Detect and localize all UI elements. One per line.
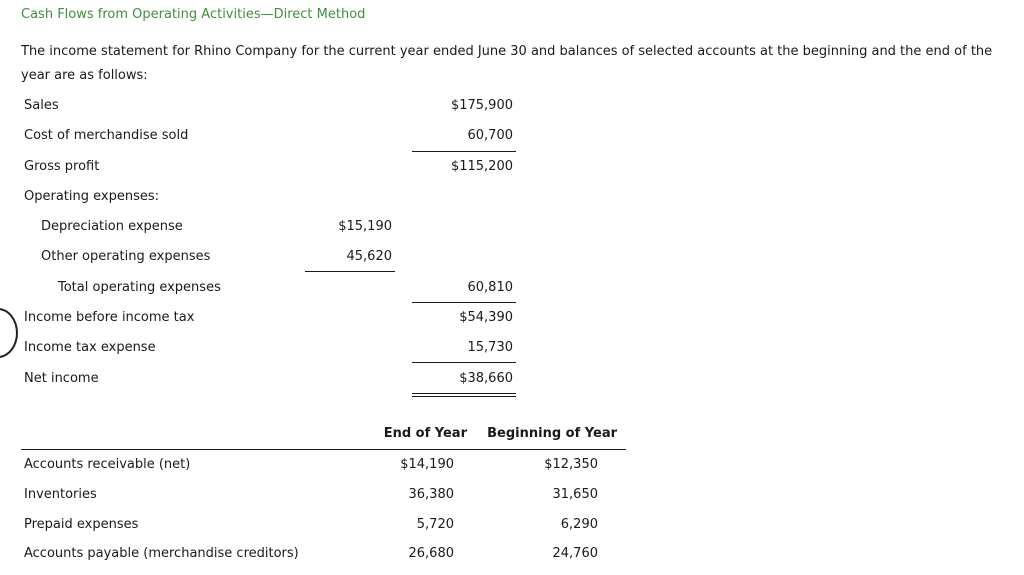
other-operating-expenses-label: Other operating expenses — [41, 249, 211, 264]
cost-of-merchandise-sold-label: Cost of merchandise sold — [24, 128, 189, 143]
gross-profit-label: Gross profit — [24, 159, 100, 174]
total-operating-expenses-value: 60,810 — [467, 280, 513, 295]
divider — [412, 362, 516, 363]
column-header-end-of-year: End of Year — [383, 426, 467, 441]
sales-label: Sales — [24, 98, 59, 113]
row-beginning-value: 6,290 — [560, 517, 598, 532]
net-income-value: $38,660 — [459, 371, 513, 386]
divider — [305, 271, 395, 272]
row-beginning-value: $12,350 — [544, 457, 598, 472]
sales-value: $175,900 — [450, 98, 513, 113]
row-label: Prepaid expenses — [24, 517, 139, 532]
page-title: Cash Flows from Operating Activities—Direct Method — [21, 7, 366, 22]
income-before-tax-label: Income before income tax — [24, 310, 195, 325]
operating-expenses-label: Operating expenses: — [24, 189, 160, 204]
row-label: Accounts receivable (net) — [24, 457, 191, 472]
income-before-tax-value: $54,390 — [459, 310, 513, 325]
depreciation-expense-value: $15,190 — [338, 219, 392, 234]
header-divider — [21, 449, 626, 450]
row-end-value: 36,380 — [408, 487, 454, 502]
cost-of-merchandise-sold-value: 60,700 — [467, 128, 513, 143]
row-end-value: $14,190 — [400, 457, 454, 472]
row-label: Accounts payable (merchandise creditors) — [24, 546, 299, 561]
depreciation-expense-label: Depreciation expense — [41, 219, 183, 234]
scroll-edge-indicator — [0, 308, 18, 358]
net-income-label: Net income — [24, 371, 99, 386]
income-tax-expense-label: Income tax expense — [24, 340, 156, 355]
row-end-value: 26,680 — [408, 546, 454, 561]
row-beginning-value: 24,760 — [552, 546, 598, 561]
column-header-beginning-of-year: Beginning of Year — [487, 426, 617, 441]
other-operating-expenses-value: 45,620 — [346, 249, 392, 264]
total-operating-expenses-label: Total operating expenses — [58, 280, 221, 295]
divider — [412, 151, 516, 152]
row-end-value: 5,720 — [416, 517, 454, 532]
row-beginning-value: 31,650 — [552, 487, 598, 502]
row-label: Inventories — [24, 487, 97, 502]
double-underline — [412, 393, 516, 397]
income-tax-expense-value: 15,730 — [467, 340, 513, 355]
gross-profit-value: $115,200 — [450, 159, 513, 174]
intro-paragraph: The income statement for Rhino Company for the current year ended June 30 and balances of selected accounts at the beginning and the end of the year are as follows: — [21, 44, 993, 83]
divider — [412, 302, 516, 303]
